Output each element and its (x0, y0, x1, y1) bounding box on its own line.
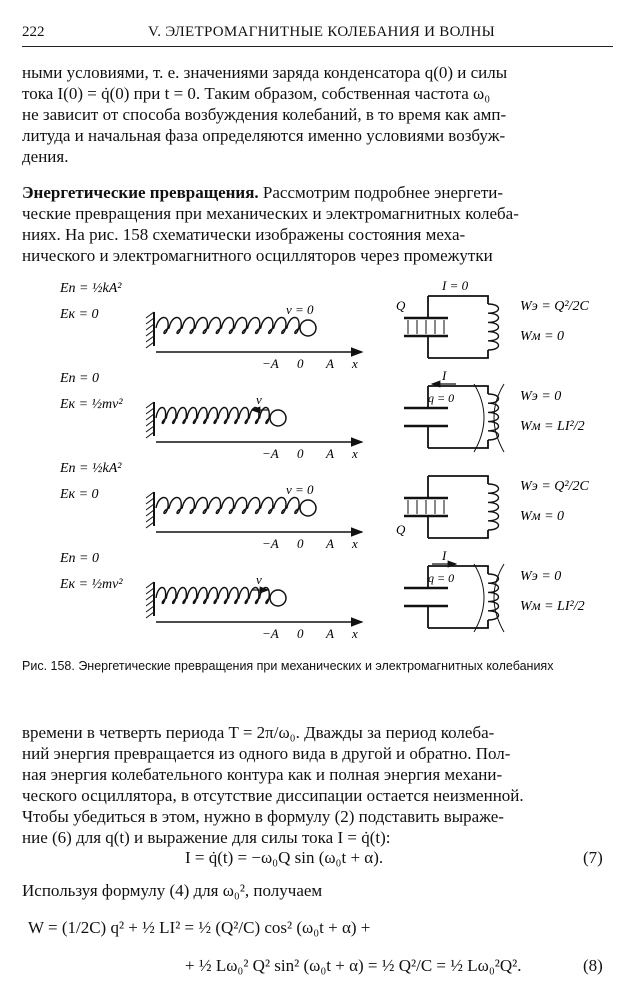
axis-tick-label: 0 (297, 356, 304, 371)
inductor-coil (488, 484, 499, 530)
circuit-wire (428, 296, 488, 304)
axis-tick-label: A (326, 446, 334, 461)
wall-hatch (146, 612, 154, 618)
energy-label-kinetic: Eк = 0 (60, 307, 99, 322)
axis-tick-label: A (326, 356, 334, 371)
figure-caption: Рис. 158. Энергетические превращения при механических и электромагнитных колебаниях (22, 659, 554, 673)
charge-label: Q (396, 298, 406, 313)
current-label: I (442, 548, 447, 563)
energy-label-magnetic: Wм = LI²/2 (520, 419, 585, 434)
wall-hatch (146, 504, 154, 510)
text-line: ниях. На рис. 158 схематически изображены состояния меха- (22, 225, 466, 244)
velocity-label: v (256, 572, 262, 587)
wall-hatch (146, 312, 154, 318)
energy-label-kinetic: Eк = ½mv² (60, 577, 123, 592)
circuit-wire (428, 530, 488, 538)
wall-hatch (146, 342, 154, 348)
paragraph-2 (22, 182, 613, 266)
circuit-wire (428, 476, 488, 484)
energy-label-potential: Eп = 0 (60, 551, 99, 566)
wall-hatch (146, 588, 154, 594)
equation-8-line-2: + ½ Lω₀² Q² sin² (ω₀t + α) = ½ Q²/C = ½ Lω₀²Q². (185, 956, 522, 975)
text-line: тока I(0) = q̇(0) при t = 0. Таким образом, собственная частота ω₀ (22, 84, 491, 103)
text-line: ние (6) для q(t) и выражение для силы тока I = q̇(t): (22, 828, 391, 847)
axis-tick-label: 0 (297, 626, 304, 641)
axis-tick-label: x (352, 536, 358, 551)
wall-hatch (146, 336, 154, 342)
current-label: I (442, 368, 447, 383)
wall-hatch (146, 594, 154, 600)
wall-hatch (146, 402, 154, 408)
axis-tick-label: −A (262, 446, 279, 461)
equation-8-line-1: W = (1/2C) q² + ½ LI² = ½ (Q²/C) cos² (ω₀t + α) + (28, 918, 371, 937)
header-rule (22, 46, 613, 47)
text-line: Энергетические превращения. Рассмотрим подробнее энергети- (22, 183, 504, 202)
equation-7: I = q̇(t) = −ω₀Q sin (ω₀t + α). (185, 848, 384, 867)
current-label: I = 0 (442, 278, 469, 293)
velocity-label: v = 0 (286, 302, 314, 317)
energy-label-electric: Wэ = 0 (520, 569, 562, 584)
wall-hatch (146, 324, 154, 330)
axis-tick-label: A (326, 626, 334, 641)
axis-tick-label: 0 (297, 446, 304, 461)
page-number: 222 (22, 24, 45, 40)
energy-label-potential: Eп = ½kA² (60, 461, 122, 476)
section-heading: Энергетические превращения. (22, 183, 259, 202)
paragraph-4: Используя формулу (4) для ω₀², получаем (22, 881, 323, 900)
wall-hatch (146, 432, 154, 438)
axis-tick-label: A (326, 536, 334, 551)
mass-ball (300, 320, 316, 336)
energy-label-electric: Wэ = Q²/2C (520, 479, 589, 494)
velocity-label: v (256, 392, 262, 407)
text-line: ний энергия превращается из одного вида в другой и обратно. Пол- (22, 744, 511, 763)
wall-hatch (146, 492, 154, 498)
spring (156, 498, 300, 514)
energy-label-electric: Wэ = Q²/2C (520, 299, 589, 314)
axis-tick-label: −A (262, 626, 279, 641)
axis-tick-label: −A (262, 536, 279, 551)
equation-7-number: (7) (583, 848, 603, 867)
text-line: времени в четверть периода T = 2π/ω₀. Дважды за период колеба- (22, 723, 495, 742)
mass-ball (270, 410, 286, 426)
energy-label-magnetic: Wм = LI²/2 (520, 599, 585, 614)
paragraph-1 (22, 62, 613, 167)
text-line: ческие превращения при механических и электромагнитных колеба- (22, 204, 519, 223)
mass-ball (270, 590, 286, 606)
wall-hatch (146, 600, 154, 606)
text-line: ными условиями, т. е. значениями заряда конденсатора q(0) и силы (22, 63, 508, 82)
text-line: нического и электромагнитного осцилляторов через промежутки (22, 246, 493, 265)
axis-tick-label: −A (262, 356, 279, 371)
wall-hatch (146, 330, 154, 336)
axis-tick-label: x (352, 446, 358, 461)
mass-ball (300, 500, 316, 516)
text-line: Чтобы убедиться в этом, нужно в формулу (2) подставить выраже- (22, 807, 504, 826)
wall-hatch (146, 606, 154, 612)
magnetic-field-line (474, 384, 484, 452)
wall-hatch (146, 498, 154, 504)
wall-hatch (146, 516, 154, 522)
energy-label-magnetic: Wм = 0 (520, 329, 565, 344)
equation-8-number: (8) (583, 956, 603, 975)
text-line: ная энергия колебательного контура как и полная энергия механи- (22, 765, 503, 784)
magnetic-field-line (474, 564, 484, 632)
circuit-wire (428, 350, 488, 358)
energy-label-kinetic: Eк = 0 (60, 487, 99, 502)
wall-hatch (146, 420, 154, 426)
wall-hatch (146, 522, 154, 528)
wall-hatch (146, 318, 154, 324)
charge-label: q = 0 (428, 571, 455, 585)
text-line: ческого осциллятора, в отсутствие диссипации остается неизменной. (22, 786, 524, 805)
energy-label-kinetic: Eк = ½mv² (60, 397, 123, 412)
inductor-coil (488, 304, 499, 350)
charge-label: Q (396, 522, 406, 537)
energy-label-electric: Wэ = 0 (520, 389, 562, 404)
wall-hatch (146, 510, 154, 516)
running-title: V. ЭЛЕТРОМАГНИТНЫЕ КОЛЕБАНИЯ И ВОЛНЫ (148, 24, 495, 40)
spring (156, 318, 300, 334)
axis-tick-label: x (352, 626, 358, 641)
wall-hatch (146, 408, 154, 414)
wall-hatch (146, 426, 154, 432)
wall-hatch (146, 414, 154, 420)
energy-label-potential: Eп = ½kA² (60, 281, 122, 296)
charge-label: q = 0 (428, 391, 455, 405)
text-line: не зависит от способа возбуждения колебаний, в то время как амп- (22, 105, 507, 124)
text-line: литуда и начальная фаза определяются именно условиями возбуж- (22, 126, 506, 145)
energy-label-magnetic: Wм = 0 (520, 509, 565, 524)
figure-rows (59, 278, 589, 641)
text-line: дения. (22, 147, 69, 166)
velocity-label: v = 0 (286, 482, 314, 497)
paragraph-3 (22, 722, 613, 848)
energy-label-potential: Eп = 0 (60, 371, 99, 386)
axis-tick-label: 0 (297, 536, 304, 551)
figure-158 (0, 270, 635, 655)
wall-hatch (146, 582, 154, 588)
axis-tick-label: x (352, 356, 358, 371)
